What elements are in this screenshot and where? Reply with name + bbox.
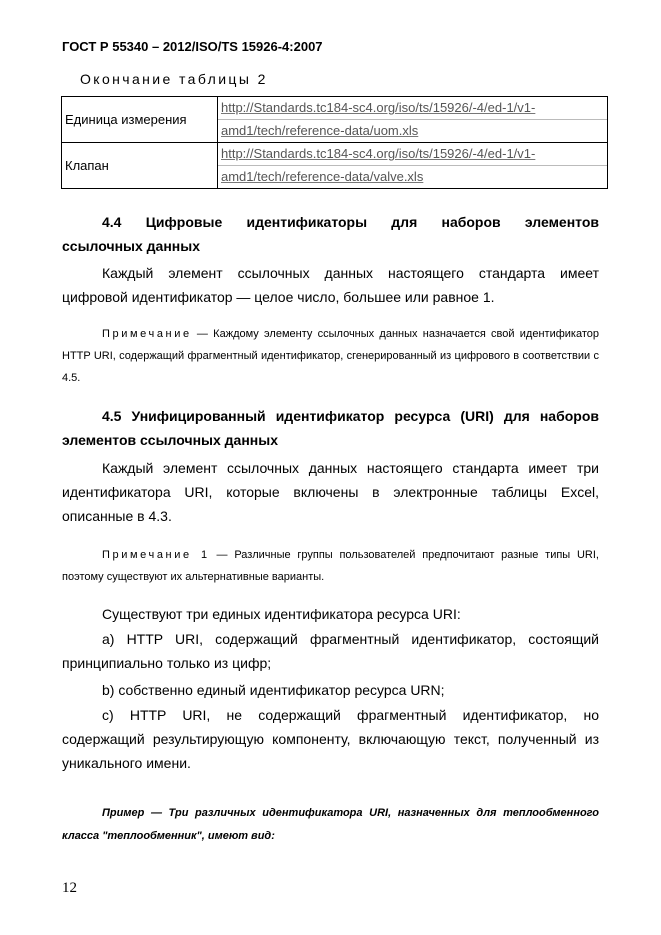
note-text: — Различные группы пользователей предпочитают разные типы URI, поэтому существуют их альтернативные варианты.	[62, 549, 599, 583]
url-link[interactable]: http://Standards.tc184-sc4.org/iso/ts/15926/-4/ed-1/v1-	[218, 143, 607, 166]
list-item-c: с) HTTP URI, не содержащий фрагментный идентификатор, но содержащий результирующую компоненту, включающую текст, полученный из уникального имени.	[62, 707, 599, 771]
reference-table	[61, 96, 608, 189]
uri-intro: Существуют три единых идентификатора ресурса URI:	[102, 606, 461, 622]
section-4-5-note	[62, 544, 599, 588]
note-label: Примечание	[102, 328, 192, 340]
table-cell-url	[218, 143, 608, 189]
document-header: ГОСТ Р 55340 – 2012/ISO/TS 15926-4:2007	[62, 39, 323, 54]
section-4-4-body: Каждый элемент ссылочных данных настоящего стандарта имеет цифровой идентификатор — целое число, большее или равное 1.	[62, 265, 599, 305]
list-item-a: а) HTTP URI, содержащий фрагментный идентификатор, состоящий принципиально только из цифр;	[62, 631, 599, 671]
table-row	[62, 143, 608, 189]
note-label: Примечание 1	[102, 549, 210, 561]
table-cell-label: Единица измерения	[62, 97, 218, 143]
section-4-5-body: Каждый элемент ссылочных данных настоящего стандарта имеет три идентификатора URI, которые включены в электронные таблицы Excel, описанные в 4.3.	[62, 460, 599, 524]
table-cell-url	[218, 97, 608, 143]
table-row	[62, 97, 608, 143]
page-number: 12	[62, 880, 77, 896]
url-link[interactable]: amd1/tech/reference-data/valve.xls	[221, 169, 424, 184]
list-item-b: b) собственно единый идентификатор ресурса URN;	[102, 682, 445, 698]
example-text: Пример — Три различных идентификатора URI, назначенных для теплообменного класса "теплообменник", имеют вид:	[62, 807, 599, 842]
table-caption: Окончание таблицы 2	[80, 71, 268, 87]
section-4-4-heading-cont: ссылочных данных	[62, 238, 200, 254]
section-4-4-note	[62, 323, 599, 389]
note-text: — Каждому элементу ссылочных данных назначается свой идентификатор HTTP URI, содержащий фрагментный идентификатор, сгенерированный из цифрового в соответствии с 4.5.	[62, 328, 599, 384]
section-4-4-heading: 4.4 Цифровые идентификаторы для наборов элементов	[102, 214, 599, 230]
table-cell-label: Клапан	[62, 143, 218, 189]
url-link[interactable]: http://Standards.tc184-sc4.org/iso/ts/15926/-4/ed-1/v1-	[218, 97, 607, 120]
url-link[interactable]: amd1/tech/reference-data/uom.xls	[221, 123, 419, 138]
section-4-5-heading: 4.5 Унифицированный идентификатор ресурса (URI) для наборов элементов ссылочных данных	[62, 408, 599, 448]
